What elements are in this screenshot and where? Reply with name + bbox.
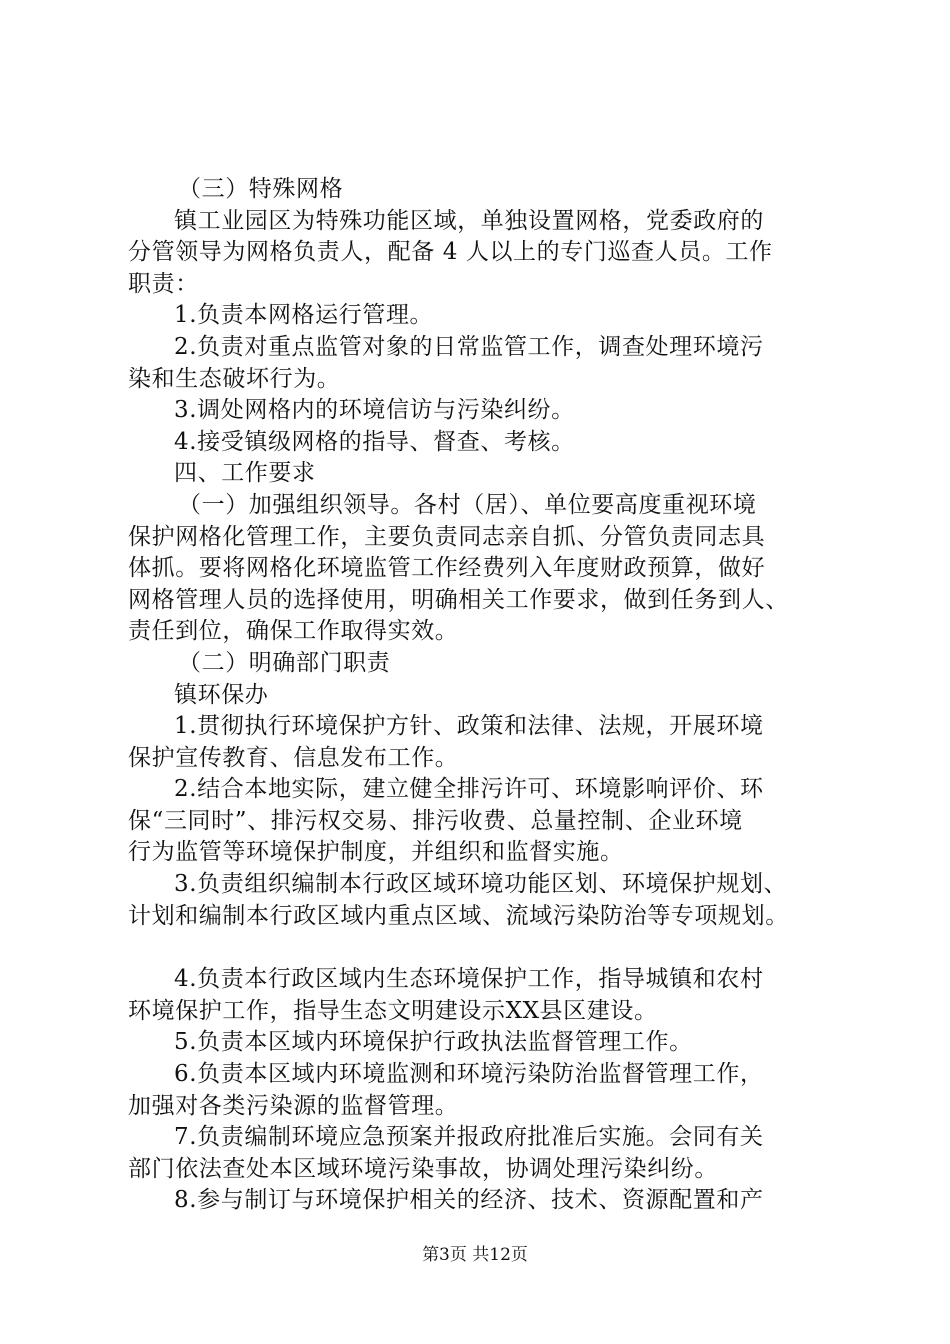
paragraph-line: 部门依法查处本区域环境污染事故，协调处理污染纠纷。 bbox=[128, 1155, 718, 1182]
paragraph-line: 染和生态破坏行为。 bbox=[128, 365, 341, 392]
list-item: 4.接受镇级网格的指导、督查、考核。 bbox=[174, 428, 575, 455]
paragraph-line: 计划和编制本行政区域内重点区域、流域污染防治等专项规划。 bbox=[128, 902, 789, 929]
list-item: 2.负责对重点监管对象的日常监管工作，调查处理环境污 bbox=[174, 333, 764, 360]
subsection-heading: （一）加强组织领导。各村（居）、单位要高度重视环境 bbox=[178, 491, 757, 518]
paragraph-line: 体抓。要将网格化环境监管工作经费列入年度财政预算，做好 bbox=[128, 555, 766, 582]
list-item: 7.负责编制环境应急预案并报政府批准后实施。会同有关 bbox=[174, 1124, 764, 1151]
list-item: 3.负责组织编制本行政区域环境功能区划、环境保护规划、 bbox=[174, 871, 788, 898]
section-heading: （三）特殊网格 bbox=[178, 176, 344, 202]
list-item: 8.参与制订与环境保护相关的经济、技术、资源配置和产 bbox=[174, 1187, 764, 1214]
list-item: 1.负责本网格运行管理。 bbox=[174, 302, 434, 329]
page-footer bbox=[0, 1244, 950, 1266]
paragraph-line: 保护宣传教育、信息发布工作。 bbox=[128, 744, 459, 771]
page-number: 第3页 共12页 bbox=[422, 1245, 528, 1265]
list-item: 3.调处网格内的环境信访与污染纠纷。 bbox=[174, 397, 575, 424]
paragraph-line: 环境保护工作，指导生态文明建设示XX县区建设。 bbox=[128, 997, 658, 1024]
list-item: 1.贯彻执行环境保护方针、政策和法律、法规，开展环境 bbox=[174, 713, 764, 740]
section-heading: 四、工作要求 bbox=[174, 460, 316, 487]
paragraph-line: 行为监管等环境保护制度，并组织和监督实施。 bbox=[128, 839, 624, 866]
document-body bbox=[128, 174, 848, 1217]
paragraph-line: 镇工业园区为特殊功能区域，单独设置网格，党委政府的 bbox=[174, 207, 764, 234]
department-label: 镇环保办 bbox=[174, 681, 269, 708]
list-item: 2.结合本地实际，建立健全排污许可、环境影响评价、环 bbox=[174, 776, 764, 803]
subsection-heading: （二）明确部门职责 bbox=[178, 649, 391, 676]
paragraph-line: 网格管理人员的选择使用，明确相关工作要求，做到任务到人、 bbox=[128, 586, 789, 613]
blank-line bbox=[128, 932, 848, 964]
list-item: 4.负责本行政区域内生态环境保护工作，指导城镇和农村 bbox=[174, 966, 764, 993]
paragraph-line: 责任到位，确保工作取得实效。 bbox=[128, 618, 459, 645]
paragraph-line: 保护网格化管理工作，主要负责同志亲自抓、分管负责同志具 bbox=[128, 523, 766, 550]
list-item: 5.负责本区域内环境保护行政执法监督管理工作。 bbox=[174, 1029, 693, 1056]
paragraph-line: 保“三同时”、排污权交易、排污收费、总量控制、企业环境 bbox=[128, 807, 743, 834]
list-item: 6.负责本区域内环境监测和环境污染防治监督管理工作， bbox=[174, 1061, 764, 1088]
paragraph-line: 加强对各类污染源的监督管理。 bbox=[128, 1092, 459, 1119]
paragraph-line: 分管领导为网格负责人，配备 4 人以上的专门巡查人员。工作 bbox=[128, 239, 773, 266]
paragraph-line: 职责： bbox=[128, 270, 199, 297]
